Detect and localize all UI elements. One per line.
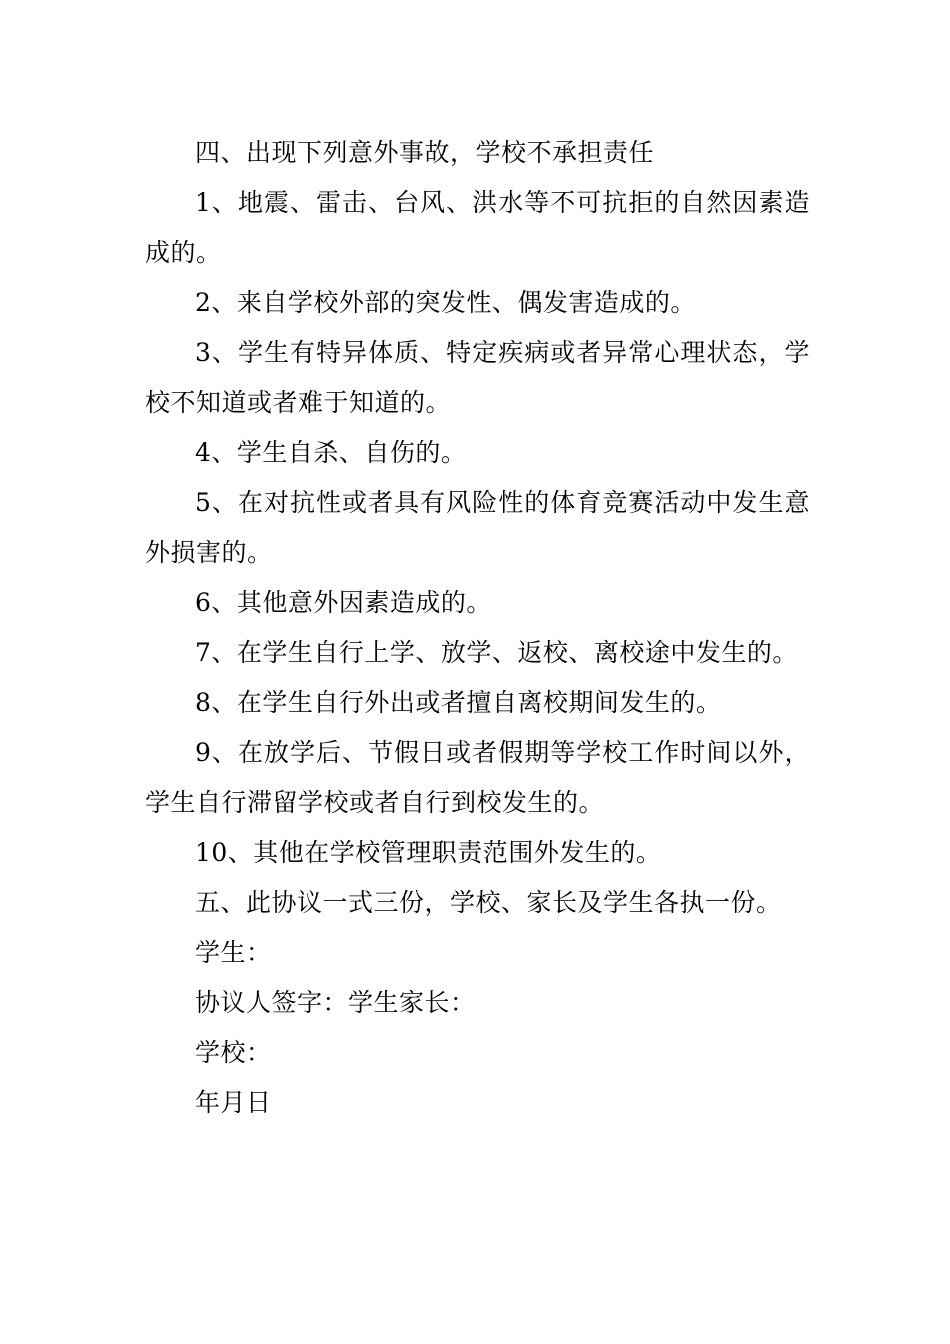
section-five: 五、此协议一式三份，学校、家长及学生各执一份。 — [195, 888, 782, 917]
clause-1: 1、地震、雷击、台风、洪水等不可抗拒的自然因素造成的。 — [145, 188, 810, 267]
clause-9: 9、在放学后、节假日或者假期等学校工作时间以外，学生自行滞留学校或者自行到校发生的。 — [145, 738, 810, 817]
signature-student: 学生： — [195, 938, 272, 967]
clause-10: 10、其他在学校管理职责范围外发生的。 — [195, 838, 662, 867]
clause-8: 8、在学生自行外出或者擅自离校期间发生的。 — [195, 688, 722, 717]
section-four-heading: 四、出现下列意外事故，学校不承担责任 — [195, 138, 655, 167]
signature-school: 学校： — [195, 1038, 272, 1067]
signature-date: 年月日 — [195, 1088, 272, 1117]
clause-2: 2、来自学校外部的突发性、偶发害造成的。 — [195, 288, 696, 317]
clause-4: 4、学生自杀、自伤的。 — [195, 438, 467, 467]
clause-7: 7、在学生自行上学、放学、返校、离校途中发生的。 — [195, 638, 798, 667]
clause-3: 3、学生有特异体质、特定疾病或者异常心理状态，学校不知道或者难于知道的。 — [145, 338, 810, 417]
signature-parent: 协议人签字：学生家长： — [195, 988, 476, 1017]
clause-5: 5、在对抗性或者具有风险性的体育竞赛活动中发生意外损害的。 — [145, 488, 810, 567]
clause-6: 6、其他意外因素造成的。 — [195, 588, 492, 617]
document-body — [145, 128, 810, 1128]
